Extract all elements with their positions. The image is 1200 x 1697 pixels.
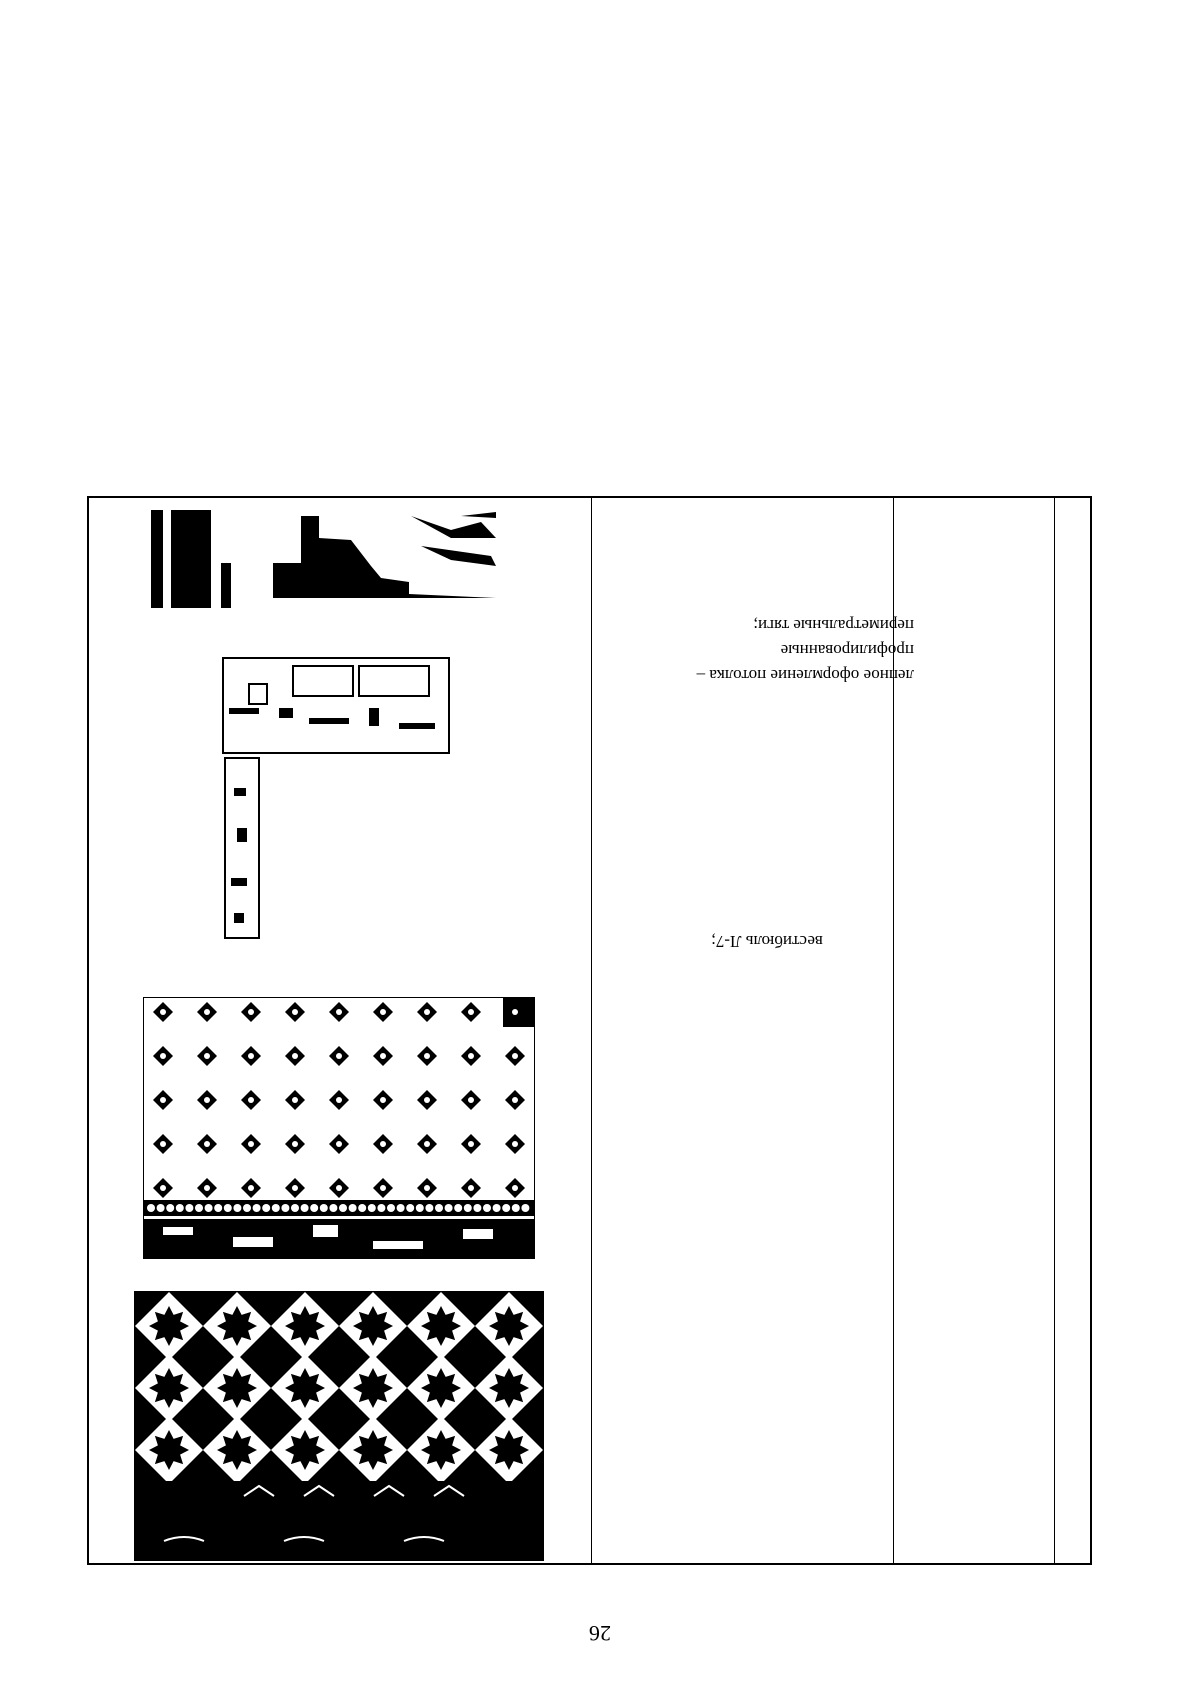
- bead: [214, 1204, 222, 1212]
- rosette-center: [292, 1097, 298, 1103]
- bead: [166, 1204, 174, 1212]
- tile-star: [149, 1368, 189, 1408]
- photo-ornamental-tiles: [134, 1291, 544, 1561]
- bead: [445, 1204, 453, 1212]
- tile-star: [421, 1306, 461, 1346]
- bead: [512, 1204, 520, 1212]
- rosette-center: [336, 1009, 342, 1015]
- rosette-center: [204, 1097, 210, 1103]
- tile-star: [285, 1430, 325, 1470]
- rosette-center: [160, 1053, 166, 1059]
- rosette-center: [512, 1097, 518, 1103]
- rosette-center: [424, 1097, 430, 1103]
- bead: [493, 1204, 501, 1212]
- tile-star: [285, 1368, 325, 1408]
- rosette-center: [468, 1185, 474, 1191]
- rosette-center: [468, 1097, 474, 1103]
- rosette-center: [512, 1009, 518, 1015]
- rosette-center: [380, 1009, 386, 1015]
- tile-star: [353, 1430, 393, 1470]
- rosette-center: [336, 1053, 342, 1059]
- bead: [262, 1204, 270, 1212]
- room-label: вестибюль Л-7;: [711, 932, 823, 951]
- description-line-2: профилированные: [780, 641, 914, 660]
- rosette-center: [336, 1141, 342, 1147]
- rosette-center: [204, 1053, 210, 1059]
- rosette-center: [380, 1097, 386, 1103]
- bead: [416, 1204, 424, 1212]
- bead: [185, 1204, 193, 1212]
- rosette-center: [380, 1053, 386, 1059]
- tile-star: [285, 1306, 325, 1346]
- rosette-center: [512, 1053, 518, 1059]
- description-text: [592, 568, 914, 688]
- rosette-center: [248, 1185, 254, 1191]
- tile-star: [217, 1430, 257, 1470]
- bead: [339, 1204, 347, 1212]
- rosette-center: [160, 1097, 166, 1103]
- rosette-center: [248, 1141, 254, 1147]
- bead: [195, 1204, 203, 1212]
- rosette-center: [160, 1185, 166, 1191]
- bead: [473, 1204, 481, 1212]
- bead: [502, 1204, 510, 1212]
- tile-star: [489, 1368, 529, 1408]
- bead: [272, 1204, 280, 1212]
- tile-star: [149, 1306, 189, 1346]
- rosette-center: [292, 1141, 298, 1147]
- bead: [233, 1204, 241, 1212]
- bead: [224, 1204, 232, 1212]
- rosette-center: [512, 1185, 518, 1191]
- rosette-center: [336, 1097, 342, 1103]
- rosette-center: [292, 1009, 298, 1015]
- bead: [521, 1204, 529, 1212]
- bead: [243, 1204, 251, 1212]
- tile-star: [217, 1306, 257, 1346]
- rosette-center: [512, 1141, 518, 1147]
- description-line-3: периметральные тяги;: [753, 616, 914, 635]
- bead: [387, 1204, 395, 1212]
- tile-star: [421, 1430, 461, 1470]
- photo-floor-plan: [219, 648, 459, 948]
- rosette-center: [292, 1053, 298, 1059]
- bead: [464, 1204, 472, 1212]
- rosette-center: [160, 1141, 166, 1147]
- rosette-center: [424, 1185, 430, 1191]
- rosette-center: [424, 1009, 430, 1015]
- bead: [368, 1204, 376, 1212]
- tile-star: [149, 1430, 189, 1470]
- bead: [157, 1204, 165, 1212]
- rosette-center: [160, 1009, 166, 1015]
- rosette-center: [204, 1009, 210, 1015]
- tile-star: [353, 1368, 393, 1408]
- bead: [320, 1204, 328, 1212]
- tile-star: [217, 1368, 257, 1408]
- rosette-center: [468, 1009, 474, 1015]
- rosette-center: [424, 1141, 430, 1147]
- rosette-center: [336, 1185, 342, 1191]
- bead: [349, 1204, 357, 1212]
- page-number: 26: [589, 1621, 611, 1646]
- bead: [454, 1204, 462, 1212]
- tile-star: [489, 1306, 529, 1346]
- rosette-center: [424, 1053, 430, 1059]
- bead: [358, 1204, 366, 1212]
- photo-ceiling-rosettes: [143, 997, 535, 1259]
- bead: [205, 1204, 213, 1212]
- bead: [377, 1204, 385, 1212]
- rosette-center: [380, 1141, 386, 1147]
- column-divider-3: [1054, 498, 1055, 1563]
- tile-star: [421, 1368, 461, 1408]
- rosette-center: [292, 1185, 298, 1191]
- bead: [301, 1204, 309, 1212]
- bead: [291, 1204, 299, 1212]
- rosette-center: [248, 1009, 254, 1015]
- rosette-center: [380, 1185, 386, 1191]
- bead: [425, 1204, 433, 1212]
- rosette-center: [204, 1185, 210, 1191]
- rosette-center: [248, 1097, 254, 1103]
- rosette-center: [248, 1053, 254, 1059]
- bead: [281, 1204, 289, 1212]
- rosette-center: [204, 1141, 210, 1147]
- rosette-center: [468, 1053, 474, 1059]
- tile-star: [489, 1430, 529, 1470]
- bead: [176, 1204, 184, 1212]
- rosette-center: [468, 1141, 474, 1147]
- bead: [397, 1204, 405, 1212]
- document-table: [87, 496, 1092, 1565]
- photo-ceiling-corner: [151, 508, 531, 608]
- bead: [310, 1204, 318, 1212]
- bead: [406, 1204, 414, 1212]
- bead: [253, 1204, 261, 1212]
- tile-star: [353, 1306, 393, 1346]
- bead: [147, 1204, 155, 1212]
- bead: [435, 1204, 443, 1212]
- bead: [329, 1204, 337, 1212]
- description-line-1: лепное оформление потолка –: [696, 666, 914, 685]
- bead: [483, 1204, 491, 1212]
